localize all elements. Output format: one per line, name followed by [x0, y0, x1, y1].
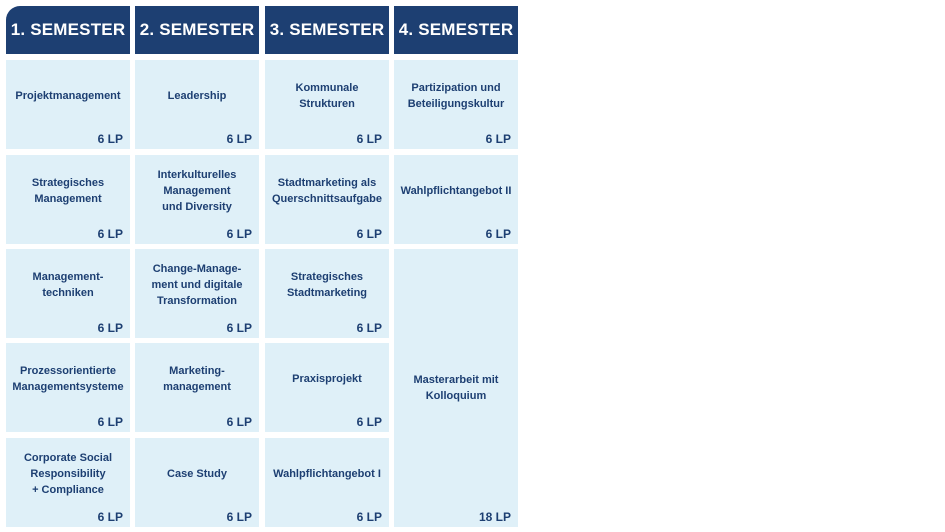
module-cell — [135, 249, 259, 338]
module-credits: 6 LP — [356, 227, 382, 241]
module-cell — [6, 60, 130, 149]
module-cell — [135, 438, 259, 527]
module-credits: 6 LP — [356, 415, 382, 429]
module-title: Masterarbeit mit Kolloquium — [413, 374, 499, 402]
module-credits: 6 LP — [356, 510, 382, 524]
module-title: Change-Manage- ment und digitale Transformation — [151, 262, 243, 307]
module-cell — [135, 155, 259, 244]
semester-column-1 — [6, 0, 130, 532]
module-cell — [394, 155, 518, 244]
module-credits: 6 LP — [226, 227, 252, 241]
module-cell — [6, 438, 130, 527]
module-cell — [135, 343, 259, 432]
thesis-cell — [394, 249, 518, 527]
module-cell — [265, 60, 389, 149]
module-credits: 6 LP — [97, 132, 123, 146]
module-cell — [265, 249, 389, 338]
semester-column-2 — [135, 0, 259, 532]
module-cell — [265, 438, 389, 527]
module-title: Kommunale Strukturen — [295, 81, 359, 110]
module-cell — [265, 155, 389, 244]
module-title: Wahlpflichtangebot II — [400, 184, 512, 197]
module-cell — [6, 155, 130, 244]
module-credits: 6 LP — [226, 132, 252, 146]
module-cell — [394, 60, 518, 149]
module-title: Praxisprojekt — [292, 372, 362, 385]
module-cell — [6, 343, 130, 432]
module-title: Partizipation und Beteiligungskultur — [407, 81, 505, 110]
semester-column-3 — [265, 0, 389, 532]
module-credits: 6 LP — [226, 510, 252, 524]
module-title: Wahlpflichtangebot I — [273, 467, 381, 480]
module-credits: 6 LP — [356, 321, 382, 335]
module-credits: 6 LP — [97, 227, 123, 241]
module-title: Interkulturelles Management und Diversity — [157, 168, 237, 213]
semester-header-3: 3. SEMESTER — [265, 6, 389, 54]
module-credits: 6 LP — [226, 321, 252, 335]
module-title: Management- techniken — [32, 270, 104, 299]
module-cell — [265, 343, 389, 432]
module-title: Corporate Social Responsibility + Compliance — [23, 451, 113, 496]
module-title: Projektmanagement — [15, 89, 121, 102]
module-title: Case Study — [167, 467, 227, 480]
semester-column-4 — [394, 0, 518, 532]
module-credits: 6 LP — [97, 321, 123, 335]
module-cell — [6, 249, 130, 338]
module-credits: 6 LP — [485, 227, 511, 241]
module-credits: 18 LP — [478, 510, 511, 524]
semester-header-4: 4. SEMESTER — [394, 6, 518, 54]
module-title: Strategisches Management — [31, 176, 105, 205]
module-title: Prozessorientierte Managementsysteme — [12, 364, 124, 393]
module-cell — [135, 60, 259, 149]
module-title: Strategisches Stadtmarketing — [286, 270, 368, 299]
module-title: Leadership — [167, 89, 227, 102]
semester-header-1: 1. SEMESTER — [6, 6, 130, 54]
module-title: Stadtmarketing als Querschnittsaufgabe — [271, 176, 383, 205]
module-credits: 6 LP — [226, 415, 252, 429]
semester-header-2: 2. SEMESTER — [135, 6, 259, 54]
module-credits: 6 LP — [97, 415, 123, 429]
module-credits: 6 LP — [485, 132, 511, 146]
module-credits: 6 LP — [356, 132, 382, 146]
module-title: Marketing- management — [163, 364, 231, 393]
module-credits: 6 LP — [97, 510, 123, 524]
